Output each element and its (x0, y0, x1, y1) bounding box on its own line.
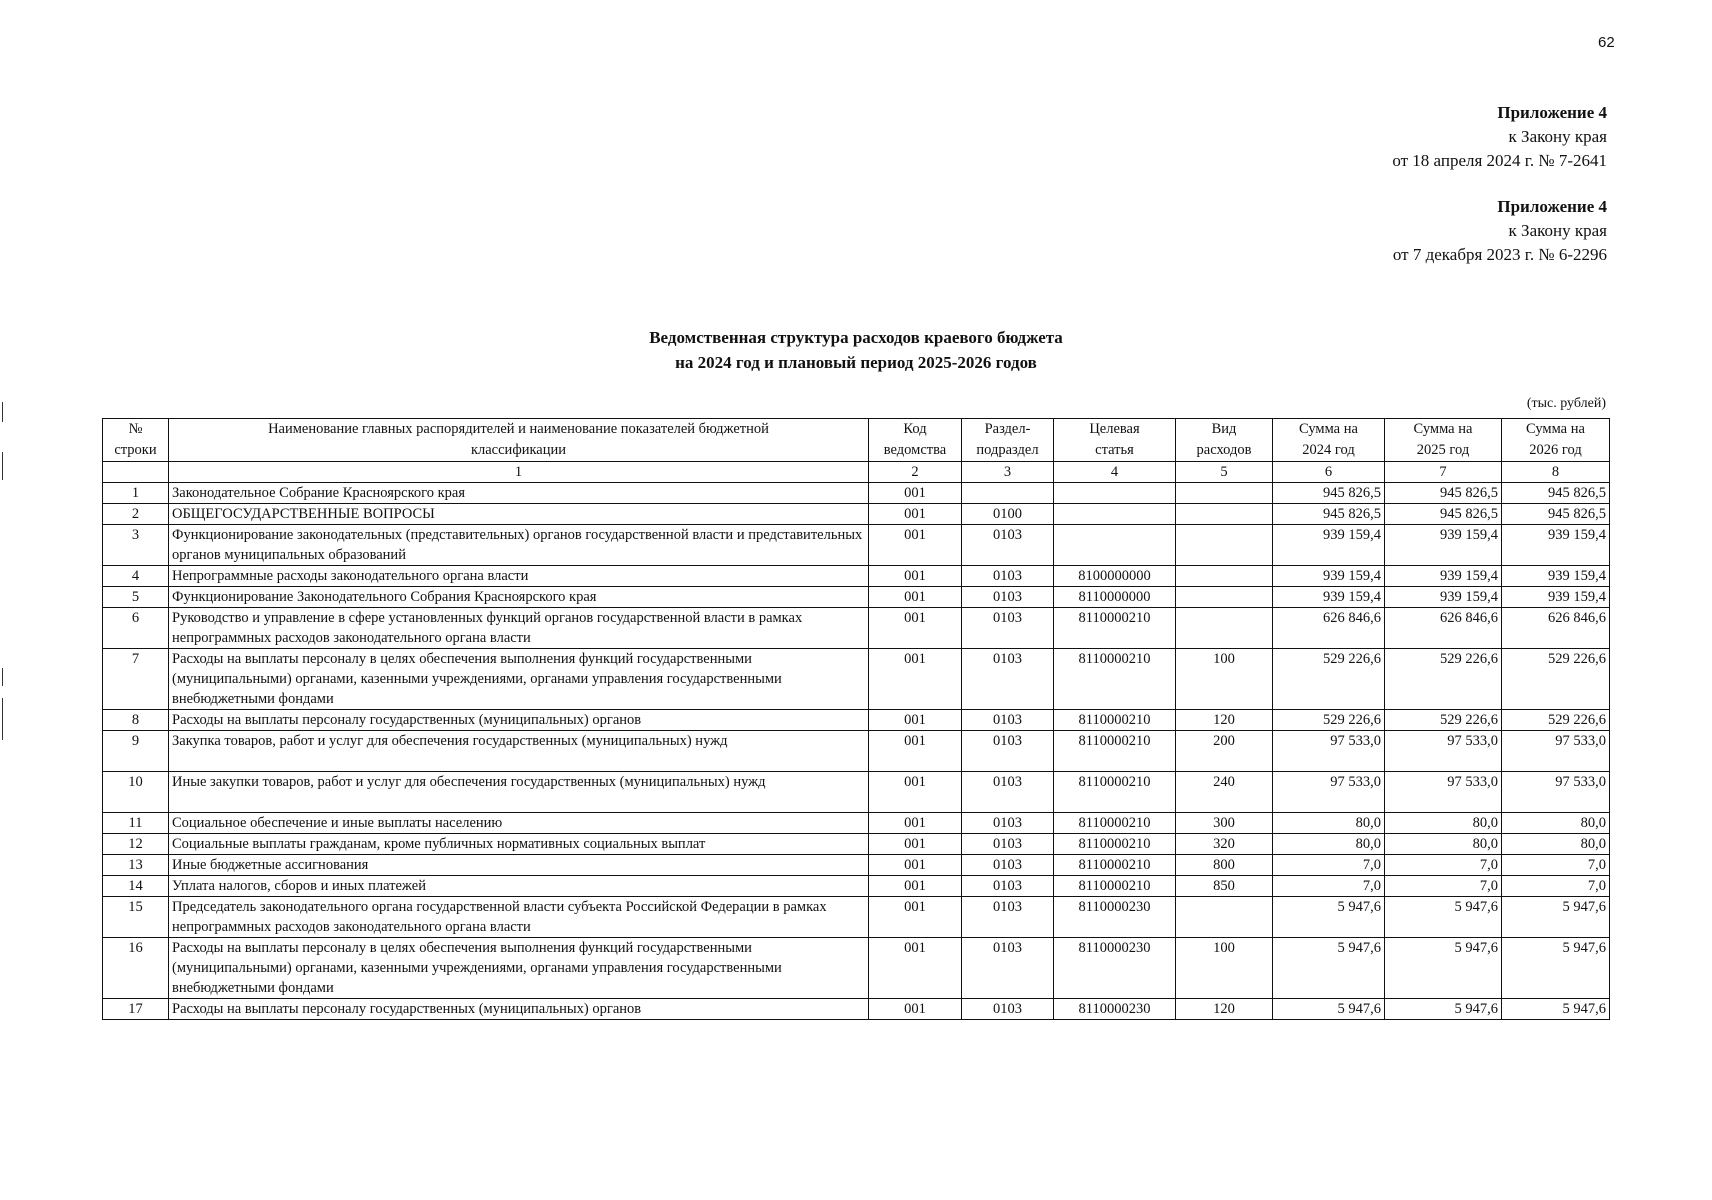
cell-sum-2024: 5 947,6 (1273, 897, 1385, 938)
cell-sum-2024: 529 226,6 (1273, 649, 1385, 710)
cell-section: 0103 (962, 999, 1054, 1020)
column-number: 8 (1502, 462, 1610, 483)
cell-expense-type: 320 (1176, 834, 1273, 855)
cell-target: 8110000210 (1054, 710, 1176, 731)
cell-target: 8110000210 (1054, 834, 1176, 855)
header-target: Целевая статья (1054, 419, 1176, 462)
cell-target: 8110000210 (1054, 731, 1176, 772)
table-header-row (103, 419, 1610, 462)
column-number-row (103, 462, 1610, 483)
cell-name: Уплата налогов, сборов и иных платежей (169, 876, 869, 897)
cell-dept-code: 001 (869, 608, 962, 649)
cell-sum-2024: 529 226,6 (1273, 710, 1385, 731)
cell-sum-2026: 939 159,4 (1502, 566, 1610, 587)
cell-row-number: 16 (103, 938, 169, 999)
column-number: 1 (169, 462, 869, 483)
units-note: (тыс. рублей) (1526, 396, 1606, 411)
table-body (103, 483, 1610, 1020)
cell-sum-2026: 939 159,4 (1502, 587, 1610, 608)
cell-expense-type (1176, 525, 1273, 566)
table-row (103, 587, 1610, 608)
cell-expense-type (1176, 504, 1273, 525)
appendix-original-law (1393, 195, 1607, 267)
cell-name: Функционирование Законодательного Собрания Красноярского края (169, 587, 869, 608)
cell-sum-2026: 80,0 (1502, 813, 1610, 834)
cell-expense-type: 850 (1176, 876, 1273, 897)
table-row (103, 483, 1610, 504)
table-row (103, 608, 1610, 649)
cell-section: 0103 (962, 710, 1054, 731)
cell-row-number: 7 (103, 649, 169, 710)
cell-sum-2026: 529 226,6 (1502, 710, 1610, 731)
cell-section (962, 483, 1054, 504)
cell-target: 8110000210 (1054, 608, 1176, 649)
cell-name: ОБЩЕГОСУДАРСТВЕННЫЕ ВОПРОСЫ (169, 504, 869, 525)
cell-dept-code: 001 (869, 813, 962, 834)
cell-dept-code: 001 (869, 566, 962, 587)
cell-sum-2025: 945 826,5 (1385, 483, 1502, 504)
cell-row-number: 9 (103, 731, 169, 772)
cell-expense-type: 800 (1176, 855, 1273, 876)
cell-sum-2025: 97 533,0 (1385, 772, 1502, 813)
cell-section: 0103 (962, 731, 1054, 772)
column-number: 6 (1273, 462, 1385, 483)
cell-name: Председатель законодательного органа государственной власти субъекта Российской Федерации в рамках непрограммных расходов законодательного органа власти (169, 897, 869, 938)
table-row (103, 813, 1610, 834)
cell-expense-type: 120 (1176, 999, 1273, 1020)
cell-section: 0103 (962, 938, 1054, 999)
cell-row-number: 14 (103, 876, 169, 897)
cell-target: 8110000210 (1054, 876, 1176, 897)
cell-sum-2026: 939 159,4 (1502, 525, 1610, 566)
cell-sum-2024: 939 159,4 (1273, 587, 1385, 608)
cell-dept-code: 001 (869, 897, 962, 938)
cell-section: 0103 (962, 525, 1054, 566)
cell-sum-2024: 7,0 (1273, 876, 1385, 897)
cell-row-number: 6 (103, 608, 169, 649)
cell-dept-code: 001 (869, 649, 962, 710)
budget-table (102, 418, 1610, 1020)
cell-name: Закупка товаров, работ и услуг для обеспечения государственных (муниципальных) нужд (169, 731, 869, 772)
cell-row-number: 17 (103, 999, 169, 1020)
cell-dept-code: 001 (869, 525, 962, 566)
cell-name: Социальное обеспечение и иные выплаты населению (169, 813, 869, 834)
cell-name: Расходы на выплаты персоналу государственных (муниципальных) органов (169, 999, 869, 1020)
cell-dept-code: 001 (869, 876, 962, 897)
cell-sum-2024: 97 533,0 (1273, 772, 1385, 813)
header-expense-type: Вид расходов (1176, 419, 1273, 462)
cell-row-number: 1 (103, 483, 169, 504)
cell-name: Социальные выплаты гражданам, кроме публичных нормативных социальных выплат (169, 834, 869, 855)
cell-sum-2025: 5 947,6 (1385, 938, 1502, 999)
cell-expense-type (1176, 608, 1273, 649)
cell-row-number: 8 (103, 710, 169, 731)
cell-expense-type: 200 (1176, 731, 1273, 772)
table-row (103, 772, 1610, 813)
cell-row-number: 3 (103, 525, 169, 566)
cell-sum-2025: 80,0 (1385, 813, 1502, 834)
appendix-law-ref: к Закону края (1508, 221, 1607, 240)
page-number: 62 (1598, 34, 1615, 51)
cell-row-number: 2 (103, 504, 169, 525)
table-row (103, 897, 1610, 938)
cell-sum-2024: 945 826,5 (1273, 483, 1385, 504)
cell-target: 8110000000 (1054, 587, 1176, 608)
cell-section: 0103 (962, 649, 1054, 710)
cell-name: Руководство и управление в сфере установленных функций органов государственной власти в рамках непрограммных расходов законодательного органа власти (169, 608, 869, 649)
cell-sum-2024: 5 947,6 (1273, 999, 1385, 1020)
scan-edge-mark (2, 668, 3, 686)
appendix-law-date: от 7 декабря 2023 г. № 6-2296 (1392, 245, 1607, 264)
document-title-line: на 2024 год и плановый период 2025-2026 годов (675, 353, 1037, 372)
column-number: 3 (962, 462, 1054, 483)
column-number: 2 (869, 462, 962, 483)
table-row (103, 731, 1610, 772)
cell-sum-2026: 7,0 (1502, 855, 1610, 876)
cell-dept-code: 001 (869, 504, 962, 525)
cell-sum-2026: 626 846,6 (1502, 608, 1610, 649)
cell-target: 8110000230 (1054, 897, 1176, 938)
cell-dept-code: 001 (869, 483, 962, 504)
document-title-line: Ведомственная структура расходов краевого бюджета (649, 328, 1063, 347)
cell-sum-2024: 945 826,5 (1273, 504, 1385, 525)
cell-expense-type: 100 (1176, 938, 1273, 999)
appendix-law-ref: к Закону края (1508, 127, 1607, 146)
cell-target: 8110000230 (1054, 999, 1176, 1020)
table-row (103, 938, 1610, 999)
table-row (103, 566, 1610, 587)
cell-row-number: 15 (103, 897, 169, 938)
cell-dept-code: 001 (869, 855, 962, 876)
cell-section: 0103 (962, 876, 1054, 897)
cell-dept-code: 001 (869, 834, 962, 855)
cell-section: 0103 (962, 608, 1054, 649)
cell-sum-2025: 626 846,6 (1385, 608, 1502, 649)
cell-section: 0103 (962, 855, 1054, 876)
cell-sum-2026: 945 826,5 (1502, 504, 1610, 525)
header-sum-2024: Сумма на 2024 год (1273, 419, 1385, 462)
header-sum-2026: Сумма на 2026 год (1502, 419, 1610, 462)
cell-sum-2025: 529 226,6 (1385, 710, 1502, 731)
header-section: Раздел- подраздел (962, 419, 1054, 462)
cell-row-number: 5 (103, 587, 169, 608)
cell-sum-2024: 939 159,4 (1273, 525, 1385, 566)
scan-edge-mark (2, 402, 3, 422)
cell-sum-2025: 939 159,4 (1385, 566, 1502, 587)
table-row (103, 504, 1610, 525)
appendix-title: Приложение 4 (1497, 197, 1607, 216)
cell-sum-2025: 97 533,0 (1385, 731, 1502, 772)
cell-target (1054, 504, 1176, 525)
cell-section: 0103 (962, 772, 1054, 813)
cell-sum-2025: 7,0 (1385, 855, 1502, 876)
cell-expense-type: 240 (1176, 772, 1273, 813)
cell-sum-2025: 939 159,4 (1385, 525, 1502, 566)
cell-sum-2026: 80,0 (1502, 834, 1610, 855)
scan-edge-mark (2, 698, 3, 740)
cell-name: Иные бюджетные ассигнования (169, 855, 869, 876)
cell-sum-2024: 939 159,4 (1273, 566, 1385, 587)
cell-sum-2025: 5 947,6 (1385, 999, 1502, 1020)
cell-sum-2024: 5 947,6 (1273, 938, 1385, 999)
cell-section: 0103 (962, 587, 1054, 608)
cell-dept-code: 001 (869, 999, 962, 1020)
column-number: 4 (1054, 462, 1176, 483)
cell-row-number: 4 (103, 566, 169, 587)
cell-section: 0103 (962, 566, 1054, 587)
cell-dept-code: 001 (869, 772, 962, 813)
cell-section: 0100 (962, 504, 1054, 525)
cell-expense-type: 300 (1176, 813, 1273, 834)
cell-row-number: 13 (103, 855, 169, 876)
cell-dept-code: 001 (869, 587, 962, 608)
cell-sum-2024: 7,0 (1273, 855, 1385, 876)
column-number (103, 462, 169, 483)
cell-sum-2025: 7,0 (1385, 876, 1502, 897)
cell-expense-type: 120 (1176, 710, 1273, 731)
cell-target: 8110000210 (1054, 813, 1176, 834)
header-dept-code: Код ведомства (869, 419, 962, 462)
cell-dept-code: 001 (869, 710, 962, 731)
cell-target: 8100000000 (1054, 566, 1176, 587)
cell-section: 0103 (962, 834, 1054, 855)
cell-sum-2025: 5 947,6 (1385, 897, 1502, 938)
cell-expense-type (1176, 483, 1273, 504)
cell-row-number: 11 (103, 813, 169, 834)
cell-row-number: 12 (103, 834, 169, 855)
cell-sum-2026: 5 947,6 (1502, 897, 1610, 938)
cell-expense-type (1176, 566, 1273, 587)
cell-target: 8110000230 (1054, 938, 1176, 999)
cell-sum-2026: 945 826,5 (1502, 483, 1610, 504)
document-title (0, 325, 1712, 375)
cell-name: Расходы на выплаты персоналу государственных (муниципальных) органов (169, 710, 869, 731)
header-name: Наименование главных распорядителей и наименование показателей бюджетной классификации (169, 419, 869, 462)
scan-edge-mark (2, 452, 3, 480)
table-row (103, 649, 1610, 710)
table-row (103, 834, 1610, 855)
table-row (103, 999, 1610, 1020)
appendix-current-law (1392, 101, 1607, 173)
cell-target: 8110000210 (1054, 855, 1176, 876)
header-row-number: № строки (103, 419, 169, 462)
cell-sum-2024: 80,0 (1273, 834, 1385, 855)
cell-sum-2025: 945 826,5 (1385, 504, 1502, 525)
column-number: 5 (1176, 462, 1273, 483)
cell-name: Непрограммные расходы законодательного органа власти (169, 566, 869, 587)
cell-name: Расходы на выплаты персоналу в целях обеспечения выполнения функций государственными (муниципальными) органами, казенными учреждениями, органами управления государственными внебюджетными фондами (169, 938, 869, 999)
cell-sum-2025: 939 159,4 (1385, 587, 1502, 608)
cell-dept-code: 001 (869, 938, 962, 999)
cell-sum-2026: 7,0 (1502, 876, 1610, 897)
cell-target: 8110000210 (1054, 772, 1176, 813)
cell-target (1054, 525, 1176, 566)
cell-name: Законодательное Собрание Красноярского края (169, 483, 869, 504)
appendix-title: Приложение 4 (1497, 103, 1607, 122)
cell-expense-type (1176, 587, 1273, 608)
cell-name: Функционирование законодательных (представительных) органов государственной власти и представительных органов муниципальных образований (169, 525, 869, 566)
cell-section: 0103 (962, 813, 1054, 834)
cell-row-number: 10 (103, 772, 169, 813)
table-row (103, 525, 1610, 566)
cell-sum-2025: 529 226,6 (1385, 649, 1502, 710)
table-row (103, 855, 1610, 876)
cell-name: Расходы на выплаты персоналу в целях обеспечения выполнения функций государственными (муниципальными) органами, казенными учреждениями, органами управления государственными внебюджетными фондами (169, 649, 869, 710)
cell-sum-2026: 529 226,6 (1502, 649, 1610, 710)
cell-sum-2026: 5 947,6 (1502, 938, 1610, 999)
cell-sum-2026: 97 533,0 (1502, 772, 1610, 813)
cell-section: 0103 (962, 897, 1054, 938)
table-row (103, 710, 1610, 731)
cell-sum-2026: 97 533,0 (1502, 731, 1610, 772)
cell-sum-2024: 80,0 (1273, 813, 1385, 834)
cell-dept-code: 001 (869, 731, 962, 772)
cell-sum-2026: 5 947,6 (1502, 999, 1610, 1020)
cell-sum-2024: 97 533,0 (1273, 731, 1385, 772)
header-sum-2025: Сумма на 2025 год (1385, 419, 1502, 462)
cell-target (1054, 483, 1176, 504)
cell-sum-2024: 626 846,6 (1273, 608, 1385, 649)
cell-expense-type: 100 (1176, 649, 1273, 710)
cell-target: 8110000210 (1054, 649, 1176, 710)
cell-name: Иные закупки товаров, работ и услуг для обеспечения государственных (муниципальных) нужд (169, 772, 869, 813)
cell-sum-2025: 80,0 (1385, 834, 1502, 855)
column-number: 7 (1385, 462, 1502, 483)
table-row (103, 876, 1610, 897)
cell-expense-type (1176, 897, 1273, 938)
appendix-law-date: от 18 апреля 2024 г. № 7-2641 (1392, 151, 1607, 170)
